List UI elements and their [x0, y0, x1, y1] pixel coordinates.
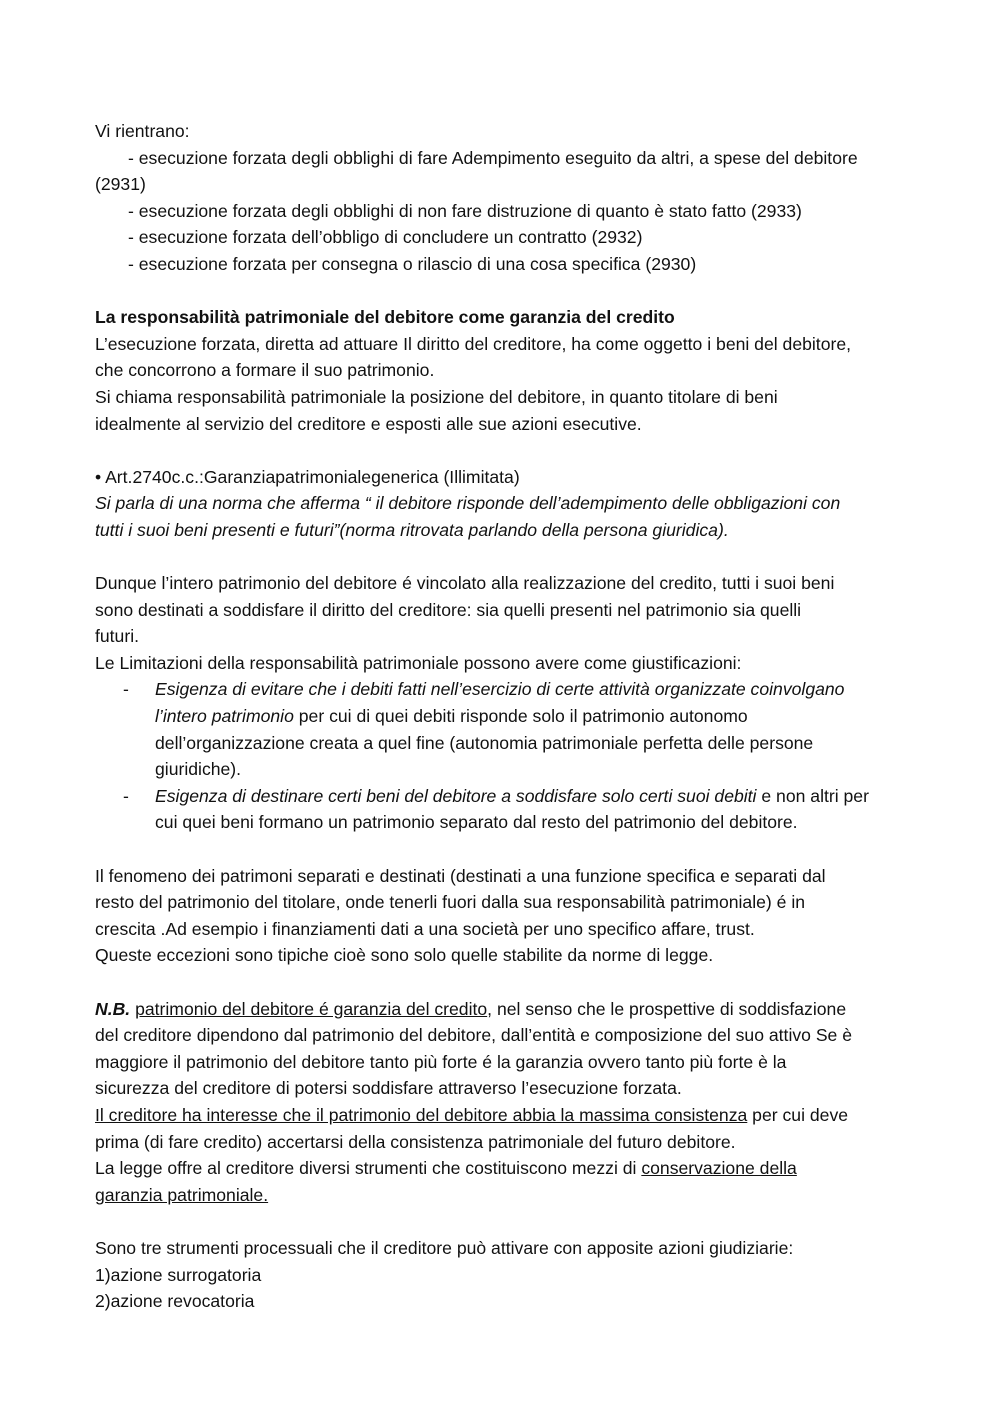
spacer: [95, 1208, 910, 1235]
text-span: La legge offre al creditore diversi strumenti che costituiscono mezzi di: [95, 1158, 642, 1179]
spacer: [95, 969, 910, 996]
article-quote-line: tutti i suoi beni presenti e futuri”(norma ritrovata parlando della persona giuridica).: [95, 519, 729, 540]
list-item: 2)azione revocatoria: [95, 1291, 255, 1312]
list-item: 1)azione surrogatoria: [95, 1264, 262, 1285]
text-span: , nel senso che le prospettive di soddisfazione: [487, 998, 847, 1019]
paragraph-line: Dunque l’intero patrimonio del debitore é vincolato alla realizzazione del credito, tutti i suoi beni: [95, 573, 835, 594]
underlined-span: Il creditore ha interesse che il patrimonio del debitore abbia la massima consistenza: [95, 1104, 748, 1125]
dash-bullet: -: [123, 785, 129, 806]
paragraph-line: sicurezza del creditore di potersi soddisfare attraverso l’esecuzione forzata.: [95, 1078, 682, 1099]
text-span: per cui di quei debiti risponde solo il patrimonio autonomo: [293, 706, 748, 727]
limitation-item-line: [155, 783, 910, 810]
limitation-item-2: [95, 783, 910, 836]
intro-lead: Vi rientrano:: [95, 121, 190, 141]
intro-item-4: - esecuzione forzata per consegna o rilascio di una cosa specifica (2930): [128, 253, 697, 274]
limitation-item-line: dell’organizzazione creata a quel fine (autonomia patrimoniale perfetta delle persone: [155, 732, 814, 753]
document-body: [95, 118, 910, 1315]
spacer: [95, 278, 910, 305]
paragraph-line: che concorrono a formare il suo patrimonio.: [95, 360, 435, 381]
underlined-span: conservazione della: [641, 1158, 797, 1179]
paragraph-line: Si chiama responsabilità patrimoniale la posizione del debitore, in quanto titolare di beni: [95, 386, 778, 407]
text-span: e non altri per: [756, 785, 869, 806]
paragraph-line: [95, 1102, 910, 1129]
article-quote-line: Si parla di una norma che afferma “ il debitore risponde dell’adempimento delle obbligazioni con: [95, 493, 841, 514]
paragraph-line: prima (di fare credito) accertarsi della consistenza patrimoniale del futuro debitore.: [95, 1131, 736, 1152]
limitation-item-line: giuridiche).: [155, 759, 242, 780]
paragraph-line: L’esecuzione forzata, diretta ad attuare Il diritto del creditore, ha come oggetto i beni del debitore,: [95, 333, 852, 354]
intro-item-2: - esecuzione forzata degli obblighi di non fare distruzione di quanto è stato fatto (2933): [128, 200, 802, 221]
paragraph-line: del creditore dipendono dal patrimonio del debitore, dall’entità e composizione del suo attivo Se è: [95, 1025, 853, 1046]
paragraph-line: [95, 1182, 910, 1209]
paragraph-line: Le Limitazioni della responsabilità patrimoniale possono avere come giustificazioni:: [95, 652, 742, 673]
paragraph-line: idealmente al servizio del creditore e esposti alle sue azioni esecutive.: [95, 413, 642, 434]
nb-line: [95, 996, 910, 1023]
spacer: [95, 437, 910, 464]
spacer: [95, 544, 910, 571]
paragraph-line: maggiore il patrimonio del debitore tanto più forte é la garanzia ovvero tanto più forte è la: [95, 1051, 787, 1072]
paragraph-line: resto del patrimonio del titolare, onde tenerli fuori dalla sua responsabilità patrimoniale) é in: [95, 892, 806, 913]
paragraph-line: crescita .Ad esempio i finanziamenti dati a una società per uno specifico affare, trust.: [95, 918, 755, 939]
spacer: [95, 836, 910, 863]
paragraph-line: [95, 1155, 910, 1182]
italic-span: l’intero patrimonio: [155, 706, 294, 727]
paragraph-line: Il fenomeno dei patrimoni separati e destinati (destinati a una funzione specifica e separati dal: [95, 865, 826, 886]
text-span: per cui deve: [747, 1104, 849, 1125]
intro-item-1: - esecuzione forzata degli obblighi di fare Adempimento eseguito da altri, a spese del debitore: [128, 147, 858, 168]
limitation-item-line: [155, 703, 910, 730]
dash-bullet: -: [123, 679, 129, 700]
paragraph-line: Queste eccezioni sono tipiche cioè sono solo quelle stabilite da norme di legge.: [95, 945, 714, 966]
intro-item-3: - esecuzione forzata dell’obbligo di concludere un contratto (2932): [128, 227, 643, 248]
underlined-span: garanzia patrimoniale.: [95, 1184, 269, 1205]
limitation-item-1: [95, 676, 910, 782]
article-title: • Art.2740c.c.:Garanziapatrimonialegenerica (Illimitata): [95, 466, 520, 487]
limitation-item-line: cui quei beni formano un patrimonio separato dal resto del patrimonio del debitore.: [155, 812, 798, 833]
nb-label: N.B.: [95, 998, 131, 1019]
underlined-span: patrimonio del debitore é garanzia del credito: [135, 998, 488, 1019]
limitation-item-line: Esigenza di evitare che i debiti fatti nell’esercizio di certe attività organizzate coinvolgano: [155, 679, 845, 700]
section-heading: La responsabilità patrimoniale del debitore come garanzia del credito: [95, 307, 675, 328]
intro-item-1-continuation: (2931): [95, 174, 146, 195]
paragraph-line: futuri.: [95, 626, 140, 647]
paragraph-line: sono destinati a soddisfare il diritto del creditore: sia quelli presenti nel patrimonio sia quelli: [95, 599, 802, 620]
paragraph-line: Sono tre strumenti processuali che il creditore può attivare con apposite azioni giudiziarie:: [95, 1237, 794, 1258]
italic-span: Esigenza di destinare certi beni del debitore a soddisfare solo certi suoi debiti: [155, 785, 757, 806]
